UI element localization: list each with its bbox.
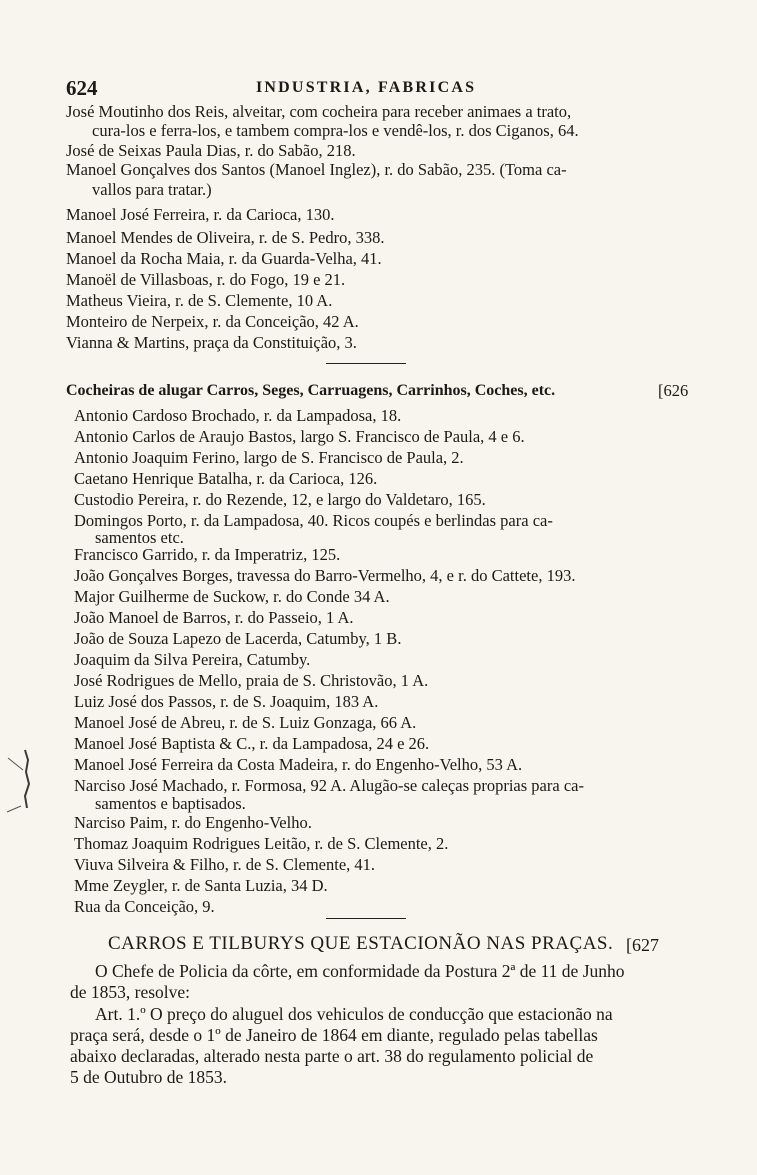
paragraph-line: Art. 1.º O preço do aluguel dos vehiculos de conducção que estacionão na (95, 1004, 613, 1024)
paragraph-line: 5 de Outubro de 1853. (70, 1067, 227, 1087)
list-item: Thomaz Joaquim Rodrigues Leitão, r. de S. Clemente, 2. (74, 834, 449, 853)
list-item: Monteiro de Nerpeix, r. da Conceição, 42 A. (66, 312, 359, 331)
list-item: José Moutinho dos Reis, alveitar, com cocheira para receber animaes a trato, (66, 102, 572, 121)
list-item: Domingos Porto, r. da Lampadosa, 40. Ricos coupés e berlindas para ca- (74, 511, 553, 530)
section-divider (326, 363, 406, 364)
list-item: Manoel José Ferreira da Costa Madeira, r. do Engenho-Velho, 53 A. (74, 755, 523, 774)
page-number: 624 (66, 76, 98, 100)
list-item: João de Souza Lapezo de Lacerda, Catumby, 1 B. (74, 629, 402, 648)
list-item: Narciso Paim, r. do Engenho-Velho. (74, 813, 312, 832)
list-item: Luiz José dos Passos, r. de S. Joaquim, 183 A. (74, 692, 379, 711)
list-item: Manoel José Baptista & C., r. da Lampadosa, 24 e 26. (74, 734, 430, 753)
list-item: Antonio Carlos de Araujo Bastos, largo S. Francisco de Paula, 4 e 6. (74, 427, 525, 446)
paragraph-line: praça será, desde o 1º de Janeiro de 1864 em diante, regulado pelas tabellas (70, 1025, 598, 1045)
list-item: Manoël de Villasboas, r. do Fogo, 19 e 21. (66, 270, 346, 289)
page-header (66, 76, 698, 98)
section-divider (326, 918, 406, 919)
section-heading (66, 381, 555, 400)
list-item: Major Guilherme de Suckow, r. do Conde 34 A. (74, 587, 390, 606)
paragraph-line: abaixo declaradas, alterado nesta parte o art. 38 do regulamento policial de (70, 1046, 594, 1066)
list-item: Rua da Conceição, 9. (74, 897, 215, 916)
list-item: Vianna & Martins, praça da Constituição, 3. (66, 333, 357, 352)
list-item: José de Seixas Paula Dias, r. do Sabão, 218. (66, 141, 356, 160)
list-item: Matheus Vieira, r. de S. Clemente, 10 A. (66, 291, 333, 310)
list-item-continuation: vallos para tratar.) (92, 180, 212, 199)
list-item: Narciso José Machado, r. Formosa, 92 A. Alugão-se caleças proprias para ca- (74, 776, 584, 795)
section-heading-text: Cocheiras de alugar Carros, Seges, Carruagens, Carrinhos, Coches, etc. (66, 382, 556, 399)
list-item: Manoel José de Abreu, r. de S. Luiz Gonzaga, 66 A. (74, 713, 417, 732)
list-item: Antonio Joaquim Ferino, largo de S. Francisco de Paula, 2. (74, 448, 464, 467)
list-item: João Gonçalves Borges, travessa do Barro-Vermelho, 4, e r. do Cattete, 193. (74, 566, 576, 585)
list-item: Joaquim da Silva Pereira, Catumby. (74, 650, 311, 669)
list-item: Manoel José Ferreira, r. da Carioca, 130. (66, 205, 335, 224)
list-item: Mme Zeygler, r. de Santa Luzia, 34 D. (74, 876, 328, 895)
running-head: INDUSTRIA, FABRICAS (256, 79, 477, 96)
list-item: Antonio Cardoso Brochado, r. da Lampadosa, 18. (74, 406, 402, 425)
section-title-text: CARROS E TILBURYS QUE ESTACIONÃO NAS PRAÇAS. (108, 933, 614, 954)
list-item: José Rodrigues de Mello, praia de S. Christovão, 1 A. (74, 671, 429, 690)
list-item-continuation: samentos e baptisados. (95, 794, 246, 813)
section-reference: [627 (626, 935, 659, 955)
paragraph-line: O Chefe de Policia da côrte, em conformidade da Postura 2ª de 11 de Junho (95, 961, 625, 981)
list-item-continuation: samentos etc. (95, 528, 184, 547)
list-item: Custodio Pereira, r. do Rezende, 12, e largo do Valdetaro, 165. (74, 490, 486, 509)
margin-ink-mark (3, 748, 33, 818)
list-item: Caetano Henrique Batalha, r. da Carioca, 126. (74, 469, 378, 488)
list-item: Manoel da Rocha Maia, r. da Guarda-Velha, 41. (66, 249, 382, 268)
list-item: Viuva Silveira & Filho, r. de S. Clemente, 41. (74, 855, 376, 874)
section-title (108, 933, 613, 955)
list-item-continuation: cura-los e ferra-los, e tambem compra-los e vendê-los, r. dos Ciganos, 64. (92, 121, 579, 140)
list-item: João Manoel de Barros, r. do Passeio, 1 A. (74, 608, 354, 627)
list-item: Manoel Gonçalves dos Santos (Manoel Inglez), r. do Sabão, 235. (Toma ca- (66, 160, 567, 179)
paragraph-line: de 1853, resolve: (70, 982, 191, 1002)
section-reference: [626 (658, 381, 689, 400)
list-item: Manoel Mendes de Oliveira, r. de S. Pedro, 338. (66, 228, 385, 247)
list-item: Francisco Garrido, r. da Imperatriz, 125. (74, 545, 341, 564)
